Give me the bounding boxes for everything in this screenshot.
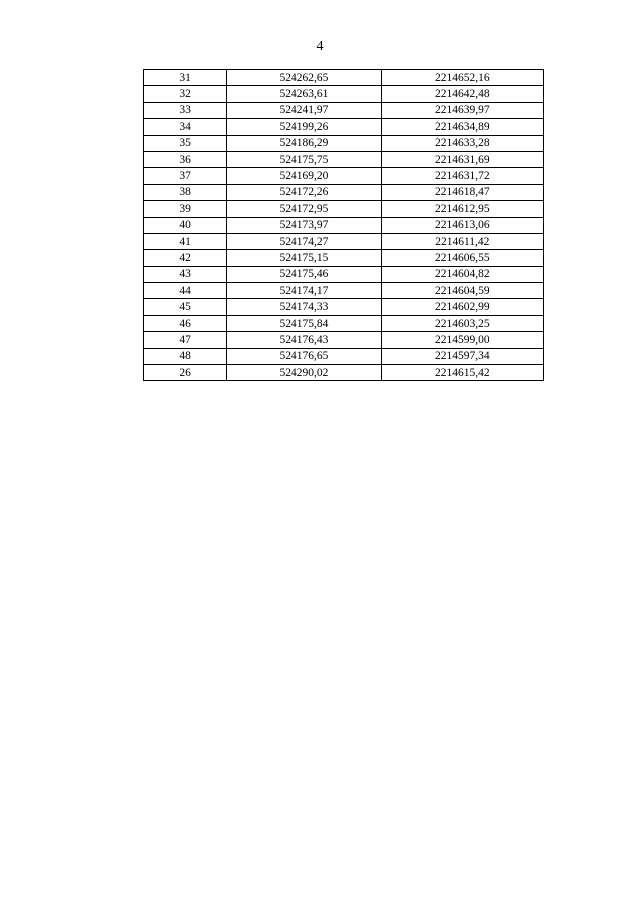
table-row bbox=[144, 201, 544, 217]
y-coordinate-cell: 2214618,47 bbox=[381, 184, 543, 200]
x-coordinate-cell: 524172,95 bbox=[227, 201, 381, 217]
y-coordinate-cell: 2214602,99 bbox=[381, 299, 543, 315]
y-coordinate-cell: 2214631,69 bbox=[381, 151, 543, 167]
x-coordinate-cell: 524175,84 bbox=[227, 315, 381, 331]
y-coordinate-cell: 2214613,06 bbox=[381, 217, 543, 233]
point-number-cell: 38 bbox=[144, 184, 227, 200]
x-coordinate-cell: 524175,15 bbox=[227, 250, 381, 266]
y-coordinate-cell: 2214634,89 bbox=[381, 119, 543, 135]
y-coordinate-cell: 2214631,72 bbox=[381, 168, 543, 184]
table-row bbox=[144, 315, 544, 331]
table-row bbox=[144, 119, 544, 135]
point-number-cell: 35 bbox=[144, 135, 227, 151]
table-row bbox=[144, 365, 544, 381]
point-number-cell: 32 bbox=[144, 86, 227, 102]
table-row bbox=[144, 283, 544, 299]
table-row bbox=[144, 135, 544, 151]
point-number-cell: 37 bbox=[144, 168, 227, 184]
coordinates-table bbox=[143, 69, 544, 381]
y-coordinate-cell: 2214639,97 bbox=[381, 102, 543, 118]
table-row bbox=[144, 70, 544, 86]
point-number-cell: 26 bbox=[144, 365, 227, 381]
x-coordinate-cell: 524176,43 bbox=[227, 332, 381, 348]
y-coordinate-cell: 2214612,95 bbox=[381, 201, 543, 217]
y-coordinate-cell: 2214606,55 bbox=[381, 250, 543, 266]
table-row bbox=[144, 250, 544, 266]
table-row bbox=[144, 233, 544, 249]
point-number-cell: 42 bbox=[144, 250, 227, 266]
x-coordinate-cell: 524176,65 bbox=[227, 348, 381, 364]
point-number-cell: 46 bbox=[144, 315, 227, 331]
y-coordinate-cell: 2214652,16 bbox=[381, 70, 543, 86]
point-number-cell: 43 bbox=[144, 266, 227, 282]
x-coordinate-cell: 524173,97 bbox=[227, 217, 381, 233]
point-number-cell: 40 bbox=[144, 217, 227, 233]
y-coordinate-cell: 2214615,42 bbox=[381, 365, 543, 381]
point-number-cell: 41 bbox=[144, 233, 227, 249]
y-coordinate-cell: 2214603,25 bbox=[381, 315, 543, 331]
table-row bbox=[144, 348, 544, 364]
x-coordinate-cell: 524263,61 bbox=[227, 86, 381, 102]
table-row bbox=[144, 299, 544, 315]
x-coordinate-cell: 524174,17 bbox=[227, 283, 381, 299]
table-row bbox=[144, 184, 544, 200]
x-coordinate-cell: 524241,97 bbox=[227, 102, 381, 118]
page-number: 4 bbox=[316, 39, 324, 54]
x-coordinate-cell: 524169,20 bbox=[227, 168, 381, 184]
y-coordinate-cell: 2214642,48 bbox=[381, 86, 543, 102]
point-number-cell: 48 bbox=[144, 348, 227, 364]
x-coordinate-cell: 524174,33 bbox=[227, 299, 381, 315]
y-coordinate-cell: 2214633,28 bbox=[381, 135, 543, 151]
table-row bbox=[144, 86, 544, 102]
point-number-cell: 45 bbox=[144, 299, 227, 315]
x-coordinate-cell: 524199,26 bbox=[227, 119, 381, 135]
y-coordinate-cell: 2214604,82 bbox=[381, 266, 543, 282]
table-row bbox=[144, 217, 544, 233]
y-coordinate-cell: 2214597,34 bbox=[381, 348, 543, 364]
x-coordinate-cell: 524186,29 bbox=[227, 135, 381, 151]
point-number-cell: 47 bbox=[144, 332, 227, 348]
y-coordinate-cell: 2214611,42 bbox=[381, 233, 543, 249]
table-row bbox=[144, 168, 544, 184]
table-row bbox=[144, 266, 544, 282]
table-row bbox=[144, 151, 544, 167]
coordinates-table-body bbox=[144, 70, 544, 381]
x-coordinate-cell: 524290,02 bbox=[227, 365, 381, 381]
x-coordinate-cell: 524175,46 bbox=[227, 266, 381, 282]
y-coordinate-cell: 2214604,59 bbox=[381, 283, 543, 299]
point-number-cell: 44 bbox=[144, 283, 227, 299]
x-coordinate-cell: 524175,75 bbox=[227, 151, 381, 167]
table-row bbox=[144, 332, 544, 348]
point-number-cell: 33 bbox=[144, 102, 227, 118]
table-row bbox=[144, 102, 544, 118]
point-number-cell: 39 bbox=[144, 201, 227, 217]
y-coordinate-cell: 2214599,00 bbox=[381, 332, 543, 348]
point-number-cell: 31 bbox=[144, 70, 227, 86]
point-number-cell: 36 bbox=[144, 151, 227, 167]
point-number-cell: 34 bbox=[144, 119, 227, 135]
x-coordinate-cell: 524172,26 bbox=[227, 184, 381, 200]
x-coordinate-cell: 524174,27 bbox=[227, 233, 381, 249]
x-coordinate-cell: 524262,65 bbox=[227, 70, 381, 86]
